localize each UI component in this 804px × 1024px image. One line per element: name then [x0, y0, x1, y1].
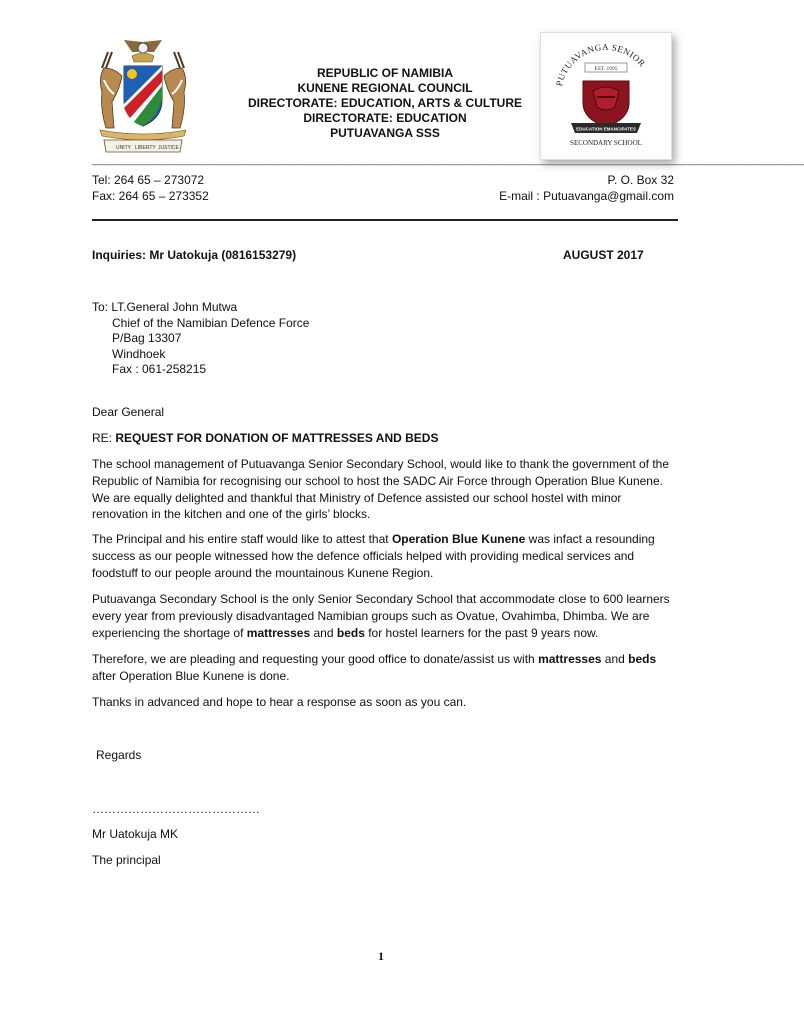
- paragraph-text: and: [310, 625, 337, 640]
- paragraph-request: [92, 651, 677, 685]
- address-line: Chief of the Namibian Defence Force: [112, 315, 310, 330]
- paragraph-text: and: [601, 652, 629, 666]
- address-line: Windhoek: [112, 346, 166, 361]
- beds-bold: beds: [336, 625, 365, 640]
- address-to: To: LT.General John Mutwa: [92, 300, 238, 314]
- paragraph-text: Thanks in advanced and hope to hear a response as soon as you can.: [92, 695, 467, 709]
- re-subject: REQUEST FOR DONATION OF MATTRESSES AND BEDS: [115, 431, 439, 445]
- signer-name: Mr Uatokuja MK: [92, 827, 179, 841]
- badge-ribbon: EDUCATION EMANCIPATES: [576, 126, 636, 132]
- operation-name-bold: Operation Blue Kunene: [391, 532, 526, 546]
- letterhead-line-council: KUNENE REGIONAL COUNCIL: [297, 81, 473, 95]
- email-text: E-mail : Putuavanga@gmail.com: [499, 189, 674, 203]
- letterhead-line-directorate-education: DIRECTORATE: EDUCATION: [303, 111, 467, 125]
- paragraph-text: was infact a resounding success as our people witnessed how the defence officials helped with providing medical services and foodstuff to our people around the mountainous Kunene Region.: [92, 532, 655, 580]
- contact-row-fax: [92, 188, 674, 204]
- regards: Regards: [96, 748, 142, 762]
- badge-est: EST. 1995: [594, 66, 618, 72]
- re-line: [92, 430, 677, 447]
- letterhead-line-republic: REPUBLIC OF NAMIBIA: [317, 66, 453, 80]
- paragraph-text: after Operation Blue Kunene is done.: [92, 668, 290, 683]
- badge-bottom-text: SECONDARY SCHOOL: [570, 139, 642, 147]
- paragraph-text: for hostel learners for the past 9 years now.: [364, 625, 599, 640]
- po-box-text: P. O. Box 32: [607, 173, 674, 187]
- paragraph-text: Therefore, we are pleading and requesting your good office to donate/assist us with: [92, 652, 539, 666]
- badge-top-text: PUTUAVANGA SENIOR: [553, 41, 648, 88]
- motto-liberty: LIBERTY: [135, 145, 156, 151]
- signer-title: The principal: [92, 853, 161, 867]
- letterhead-line-directorate-arts: DIRECTORATE: EDUCATION, ARTS & CULTURE: [248, 96, 522, 110]
- beds-bold: beds: [628, 652, 657, 666]
- salutation: Dear General: [92, 405, 165, 419]
- motto-unity: UNITY: [116, 145, 131, 151]
- signature-line: ……………………………………: [92, 802, 260, 816]
- fax-text: Fax: 264 65 – 273352: [92, 189, 209, 203]
- address-line: P/Bag 13307: [112, 331, 182, 345]
- letterhead-line-school: PUTUAVANGA SSS: [330, 126, 440, 140]
- paragraph-text: Putuavanga Secondary School is the only Senior Secondary School that accommodate close to 600 learners every year from previously disadvantaged Namibian groups such as Ovatue, Ovahimba, Dhimba. We are experiencing the shortage of: [92, 592, 670, 640]
- mattresses-bold: mattresses: [538, 652, 602, 666]
- contact-row-tel: [92, 172, 674, 188]
- paragraph-text: The Principal and his entire staff would like to attest that: [92, 532, 392, 546]
- header-rule: [92, 219, 678, 221]
- inquiries-row: [92, 248, 674, 262]
- school-badge-icon: [540, 32, 672, 160]
- page-number: 1: [378, 949, 384, 963]
- date-text: AUGUST 2017: [563, 248, 644, 262]
- header-dash-line: ________________________________________________________________________________________________________________________________: [92, 155, 804, 166]
- paragraph-text: The school management of Putuavanga Senior Secondary School, would like to thank the government of the Republic of Namibia for recognising our school to host the SADC Air Force through Operation Blue Kunene. We are equally delighted and thankful that Ministry of Defence assisted our school hostel with minor renovation in the kitchen and one of the girls’ blocks.: [92, 457, 670, 522]
- namibia-coat-of-arms-icon: [94, 38, 192, 156]
- letterhead: [200, 66, 570, 141]
- motto-justice: JUSTICE: [158, 145, 179, 151]
- inquiries-text: Inquiries: Mr Uatokuja (0816153279): [92, 248, 297, 262]
- paragraph-thanks: [92, 456, 677, 523]
- recipient-address: [92, 300, 309, 378]
- paragraph-operation: [92, 531, 677, 581]
- paragraph-closing: [92, 694, 677, 711]
- re-prefix: RE:: [92, 431, 116, 445]
- mattresses-bold: mattresses: [246, 625, 311, 640]
- paragraph-school-info: [92, 591, 677, 641]
- address-line: Fax : 061-258215: [112, 362, 207, 376]
- tel-text: Tel: 264 65 – 273072: [92, 173, 205, 187]
